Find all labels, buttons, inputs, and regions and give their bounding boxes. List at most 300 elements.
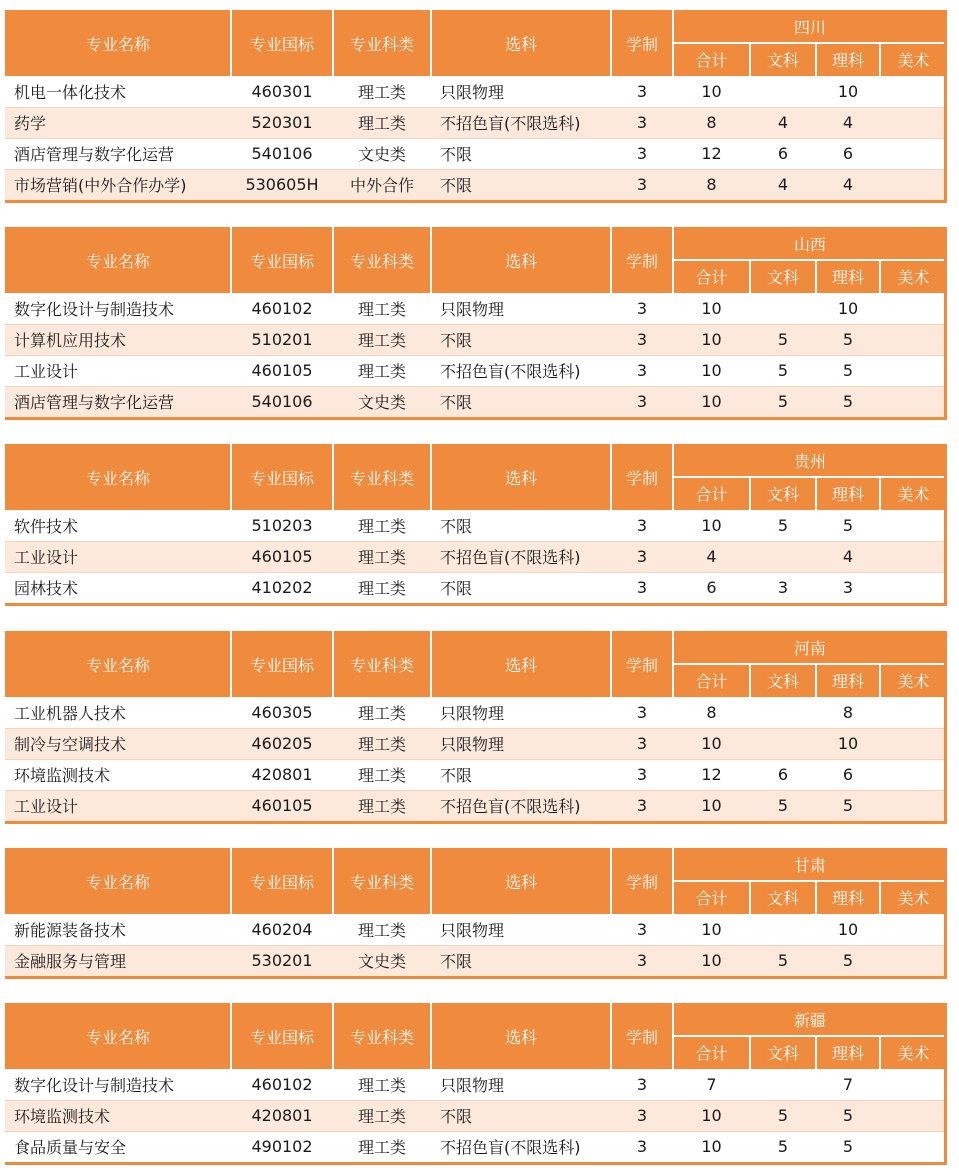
header-divider xyxy=(332,631,334,697)
table-row xyxy=(5,76,947,107)
table-right-border xyxy=(944,631,947,824)
header-total: 合计 xyxy=(695,268,728,287)
header-fine-arts: 美术 xyxy=(897,1044,930,1063)
header-years: 学制 xyxy=(625,34,658,54)
major-name-cell: 计算机应用技术 xyxy=(14,331,127,350)
row-divider xyxy=(5,790,947,791)
header-total: 合计 xyxy=(695,485,728,504)
total-cell: 10 xyxy=(701,920,722,939)
category-cell: 理工类 xyxy=(357,1107,406,1126)
header-divider xyxy=(610,848,612,914)
header-subject: 选科 xyxy=(504,1027,537,1047)
fine-arts-count-cell xyxy=(880,1100,947,1131)
total-cell: 12 xyxy=(701,144,722,163)
years-cell: 3 xyxy=(636,703,648,722)
table-row xyxy=(5,1131,947,1162)
header-divider xyxy=(430,10,432,76)
category-cell: 理工类 xyxy=(357,300,406,319)
category-cell: 理工类 xyxy=(357,83,406,102)
fine-arts-count-cell xyxy=(880,1131,947,1162)
subject-requirement-cell: 不招色盲(不限选科) xyxy=(440,797,581,816)
header-science: 理科 xyxy=(831,672,864,691)
total-cell: 8 xyxy=(706,113,717,132)
category-cell: 理工类 xyxy=(357,114,406,133)
science-count-cell: 10 xyxy=(837,299,859,318)
header-arts: 文科 xyxy=(766,889,799,908)
science-count-cell: 5 xyxy=(842,796,854,815)
arts-count-cell xyxy=(750,914,816,945)
total-cell: 10 xyxy=(701,516,722,535)
category-cell: 理工类 xyxy=(357,766,406,785)
arts-count-cell xyxy=(750,76,816,107)
header-fine-arts: 美术 xyxy=(897,485,930,504)
header-major-name: 专业名称 xyxy=(85,655,150,675)
years-cell: 3 xyxy=(636,734,648,753)
header-divider xyxy=(673,476,947,478)
science-count-cell: 5 xyxy=(842,330,854,349)
science-count-cell: 5 xyxy=(842,516,854,535)
major-code-cell: 460301 xyxy=(251,82,313,101)
arts-count-cell xyxy=(750,541,816,572)
header-divider xyxy=(610,227,612,293)
major-name-cell: 酒店管理与数字化运营 xyxy=(14,393,175,412)
category-cell: 文史类 xyxy=(357,393,406,412)
major-name-cell: 新能源装备技术 xyxy=(14,921,127,940)
total-cell: 6 xyxy=(706,578,717,597)
header-subject: 选科 xyxy=(504,872,537,892)
province-table xyxy=(5,10,947,203)
arts-count-cell: 5 xyxy=(777,1137,789,1156)
subject-requirement-cell: 不限 xyxy=(440,517,473,536)
row-divider xyxy=(5,541,947,542)
header-divider xyxy=(332,1003,334,1069)
category-cell: 理工类 xyxy=(357,1076,406,1095)
category-cell: 中外合作 xyxy=(349,176,414,195)
table-bottom-border xyxy=(5,1162,947,1165)
table-row xyxy=(5,138,947,169)
province-table xyxy=(5,444,947,606)
total-cell: 10 xyxy=(701,951,722,970)
header-arts: 文科 xyxy=(766,1044,799,1063)
header-arts: 文科 xyxy=(766,51,799,70)
header-years: 学制 xyxy=(625,872,658,892)
years-cell: 3 xyxy=(636,1106,648,1125)
header-category: 专业科类 xyxy=(349,655,414,675)
fine-arts-count-cell xyxy=(880,1069,947,1100)
table-header xyxy=(5,227,947,293)
header-category: 专业科类 xyxy=(349,34,414,54)
subject-requirement-cell: 只限物理 xyxy=(440,300,505,319)
header-years: 学制 xyxy=(625,655,658,675)
header-divider xyxy=(430,227,432,293)
major-code-cell: 510201 xyxy=(251,330,313,349)
subject-requirement-cell: 不限 xyxy=(440,952,473,971)
category-cell: 理工类 xyxy=(357,548,406,567)
header-divider xyxy=(430,444,432,510)
science-count-cell: 7 xyxy=(842,1075,854,1094)
header-divider xyxy=(749,43,751,76)
science-count-cell: 6 xyxy=(842,765,854,784)
subject-requirement-cell: 只限物理 xyxy=(440,735,505,754)
years-cell: 3 xyxy=(636,796,648,815)
science-count-cell: 5 xyxy=(842,361,854,380)
row-divider xyxy=(5,572,947,573)
header-subject: 选科 xyxy=(504,468,537,488)
table-right-border xyxy=(944,848,947,979)
table-row xyxy=(5,355,947,386)
science-count-cell: 5 xyxy=(842,951,854,970)
header-divider xyxy=(749,1036,751,1069)
science-count-cell: 10 xyxy=(837,920,859,939)
science-count-cell: 4 xyxy=(842,113,854,132)
years-cell: 3 xyxy=(636,175,648,194)
major-name-cell: 金融服务与管理 xyxy=(14,952,127,971)
header-subject: 选科 xyxy=(504,251,537,271)
total-cell: 10 xyxy=(701,361,722,380)
total-cell: 10 xyxy=(701,392,722,411)
header-major-code: 专业国标 xyxy=(249,655,314,675)
table-bottom-border xyxy=(5,200,947,203)
header-divider xyxy=(749,881,751,914)
major-code-cell: 540106 xyxy=(251,144,313,163)
major-code-cell: 460205 xyxy=(251,734,313,753)
province-table xyxy=(5,1003,947,1165)
province-table xyxy=(5,631,947,824)
total-cell: 10 xyxy=(701,1106,722,1125)
major-name-cell: 机电一体化技术 xyxy=(14,83,127,102)
arts-count-cell: 5 xyxy=(777,330,789,349)
total-cell: 10 xyxy=(701,299,722,318)
header-science: 理科 xyxy=(831,1044,864,1063)
science-count-cell: 3 xyxy=(842,578,854,597)
arts-count-cell: 5 xyxy=(777,1106,789,1125)
header-arts: 文科 xyxy=(766,268,799,287)
arts-count-cell xyxy=(750,293,816,324)
header-divider xyxy=(815,260,817,293)
subject-requirement-cell: 不限 xyxy=(440,331,473,350)
subject-requirement-cell: 不招色盲(不限选科) xyxy=(440,114,581,133)
row-divider xyxy=(5,728,947,729)
header-divider xyxy=(815,881,817,914)
table-row xyxy=(5,324,947,355)
header-fine-arts: 美术 xyxy=(897,672,930,691)
major-code-cell: 490102 xyxy=(251,1137,313,1156)
header-divider xyxy=(430,631,432,697)
row-divider xyxy=(5,1131,947,1132)
province-name: 河南 xyxy=(793,638,826,658)
fine-arts-count-cell xyxy=(880,324,947,355)
years-cell: 3 xyxy=(636,299,648,318)
province-name: 山西 xyxy=(793,234,826,254)
category-cell: 文史类 xyxy=(357,952,406,971)
table-bottom-border xyxy=(5,821,947,824)
major-name-cell: 园林技术 xyxy=(14,579,79,598)
header-years: 学制 xyxy=(625,468,658,488)
arts-count-cell: 5 xyxy=(777,392,789,411)
header-divider xyxy=(673,259,947,261)
major-name-cell: 数字化设计与制造技术 xyxy=(14,1076,175,1095)
header-major-name: 专业名称 xyxy=(85,251,150,271)
category-cell: 理工类 xyxy=(357,517,406,536)
fine-arts-count-cell xyxy=(880,107,947,138)
major-name-cell: 药学 xyxy=(14,114,47,133)
major-code-cell: 530605H xyxy=(245,175,319,194)
table-row xyxy=(5,107,947,138)
table-row xyxy=(5,1100,947,1131)
years-cell: 3 xyxy=(636,330,648,349)
province-table xyxy=(5,227,947,420)
arts-count-cell: 5 xyxy=(777,361,789,380)
major-code-cell: 460305 xyxy=(251,703,313,722)
major-code-cell: 460204 xyxy=(251,920,313,939)
header-arts: 文科 xyxy=(766,485,799,504)
header-major-name: 专业名称 xyxy=(85,468,150,488)
header-science: 理科 xyxy=(831,51,864,70)
total-cell: 7 xyxy=(706,1075,717,1094)
years-cell: 3 xyxy=(636,516,648,535)
subject-requirement-cell: 不限 xyxy=(440,176,473,195)
subject-requirement-cell: 只限物理 xyxy=(440,704,505,723)
table-row xyxy=(5,572,947,603)
total-cell: 10 xyxy=(701,82,722,101)
fine-arts-count-cell xyxy=(880,572,947,603)
fine-arts-count-cell xyxy=(880,728,947,759)
science-count-cell: 4 xyxy=(842,175,854,194)
major-code-cell: 520301 xyxy=(251,113,313,132)
table-right-border xyxy=(944,10,947,203)
province-name: 甘肃 xyxy=(793,855,826,875)
arts-count-cell: 6 xyxy=(777,765,789,784)
major-code-cell: 460105 xyxy=(251,796,313,815)
header-divider xyxy=(673,1035,947,1037)
table-row xyxy=(5,790,947,821)
major-code-cell: 540106 xyxy=(251,392,313,411)
arts-count-cell xyxy=(750,1069,816,1100)
subject-requirement-cell: 不限 xyxy=(440,766,473,785)
science-count-cell: 10 xyxy=(837,734,859,753)
arts-count-cell: 3 xyxy=(777,578,789,597)
header-divider xyxy=(230,631,232,697)
header-divider xyxy=(749,477,751,510)
header-divider xyxy=(879,43,881,76)
subject-requirement-cell: 不招色盲(不限选科) xyxy=(440,362,581,381)
subject-requirement-cell: 不招色盲(不限选科) xyxy=(440,1138,581,1157)
fine-arts-count-cell xyxy=(880,386,947,417)
subject-requirement-cell: 不限 xyxy=(440,145,473,164)
major-name-cell: 酒店管理与数字化运营 xyxy=(14,145,175,164)
category-cell: 理工类 xyxy=(357,704,406,723)
header-divider xyxy=(610,444,612,510)
major-name-cell: 数字化设计与制造技术 xyxy=(14,300,175,319)
header-divider xyxy=(332,848,334,914)
fine-arts-count-cell xyxy=(880,293,947,324)
header-divider xyxy=(879,1036,881,1069)
table-row xyxy=(5,510,947,541)
header-divider xyxy=(230,1003,232,1069)
major-name-cell: 工业设计 xyxy=(14,362,79,381)
header-total: 合计 xyxy=(695,1044,728,1063)
table-row xyxy=(5,169,947,200)
major-name-cell: 软件技术 xyxy=(14,517,79,536)
header-divider xyxy=(749,260,751,293)
row-divider xyxy=(5,1100,947,1101)
major-name-cell: 工业设计 xyxy=(14,548,79,567)
years-cell: 3 xyxy=(636,1075,648,1094)
header-subject: 选科 xyxy=(504,655,537,675)
fine-arts-count-cell xyxy=(880,697,947,728)
table-row xyxy=(5,914,947,945)
header-divider xyxy=(879,664,881,697)
header-category: 专业科类 xyxy=(349,1027,414,1047)
header-divider xyxy=(673,663,947,665)
table-row xyxy=(5,759,947,790)
years-cell: 3 xyxy=(636,1137,648,1156)
arts-count-cell: 5 xyxy=(777,796,789,815)
header-divider xyxy=(430,1003,432,1069)
major-name-cell: 制冷与空调技术 xyxy=(14,735,127,754)
table-bottom-border xyxy=(5,417,947,420)
major-code-cell: 410202 xyxy=(251,578,313,597)
category-cell: 理工类 xyxy=(357,579,406,598)
years-cell: 3 xyxy=(636,765,648,784)
total-cell: 10 xyxy=(701,330,722,349)
header-science: 理科 xyxy=(831,485,864,504)
major-name-cell: 环境监测技术 xyxy=(14,1107,111,1126)
category-cell: 理工类 xyxy=(357,797,406,816)
major-name-cell: 工业机器人技术 xyxy=(14,704,127,723)
table-header xyxy=(5,444,947,510)
category-cell: 理工类 xyxy=(357,735,406,754)
table-row xyxy=(5,945,947,976)
arts-count-cell: 4 xyxy=(777,113,789,132)
header-divider xyxy=(430,848,432,914)
science-count-cell: 5 xyxy=(842,1106,854,1125)
science-count-cell: 4 xyxy=(842,547,854,566)
header-total: 合计 xyxy=(695,51,728,70)
science-count-cell: 8 xyxy=(842,703,854,722)
table-row xyxy=(5,697,947,728)
province-name: 贵州 xyxy=(793,451,826,471)
header-divider xyxy=(610,10,612,76)
years-cell: 3 xyxy=(636,113,648,132)
major-code-cell: 460102 xyxy=(251,1075,313,1094)
major-code-cell: 420801 xyxy=(251,765,313,784)
subject-requirement-cell: 不限 xyxy=(440,579,473,598)
header-category: 专业科类 xyxy=(349,251,414,271)
major-code-cell: 460105 xyxy=(251,547,313,566)
category-cell: 理工类 xyxy=(357,331,406,350)
table-row xyxy=(5,386,947,417)
category-cell: 理工类 xyxy=(357,1138,406,1157)
header-divider xyxy=(879,881,881,914)
header-divider xyxy=(230,444,232,510)
category-cell: 理工类 xyxy=(357,921,406,940)
years-cell: 3 xyxy=(636,578,648,597)
science-count-cell: 10 xyxy=(837,82,859,101)
header-divider xyxy=(230,10,232,76)
subject-requirement-cell: 不招色盲(不限选科) xyxy=(440,548,581,567)
header-divider xyxy=(673,880,947,882)
fine-arts-count-cell xyxy=(880,355,947,386)
arts-count-cell: 5 xyxy=(777,951,789,970)
header-arts: 文科 xyxy=(766,672,799,691)
total-cell: 8 xyxy=(706,703,717,722)
province-name: 新疆 xyxy=(793,1010,826,1030)
total-cell: 4 xyxy=(706,547,717,566)
row-divider xyxy=(5,324,947,325)
row-divider xyxy=(5,138,947,139)
fine-arts-count-cell xyxy=(880,76,947,107)
total-cell: 8 xyxy=(706,175,717,194)
header-science: 理科 xyxy=(831,889,864,908)
table-bottom-border xyxy=(5,976,947,979)
arts-count-cell xyxy=(750,728,816,759)
years-cell: 3 xyxy=(636,920,648,939)
row-divider xyxy=(5,107,947,108)
major-name-cell: 环境监测技术 xyxy=(14,766,111,785)
header-subject: 选科 xyxy=(504,34,537,54)
science-count-cell: 5 xyxy=(842,1137,854,1156)
total-cell: 12 xyxy=(701,765,722,784)
table-header xyxy=(5,631,947,697)
subject-requirement-cell: 不限 xyxy=(440,1107,473,1126)
table-right-border xyxy=(944,444,947,606)
fine-arts-count-cell xyxy=(880,790,947,821)
subject-requirement-cell: 不限 xyxy=(440,393,473,412)
header-divider xyxy=(749,664,751,697)
total-cell: 10 xyxy=(701,734,722,753)
header-science: 理科 xyxy=(831,268,864,287)
header-category: 专业科类 xyxy=(349,872,414,892)
header-major-code: 专业国标 xyxy=(249,34,314,54)
header-major-code: 专业国标 xyxy=(249,468,314,488)
table-header xyxy=(5,1003,947,1069)
total-cell: 10 xyxy=(701,796,722,815)
header-divider xyxy=(230,848,232,914)
category-cell: 理工类 xyxy=(357,362,406,381)
header-fine-arts: 美术 xyxy=(897,889,930,908)
arts-count-cell xyxy=(750,697,816,728)
table-header xyxy=(5,10,947,76)
subject-requirement-cell: 只限物理 xyxy=(440,83,505,102)
science-count-cell: 6 xyxy=(842,144,854,163)
header-divider xyxy=(610,1003,612,1069)
header-divider xyxy=(332,444,334,510)
header-divider xyxy=(815,1036,817,1069)
header-major-code: 专业国标 xyxy=(249,872,314,892)
fine-arts-count-cell xyxy=(880,541,947,572)
years-cell: 3 xyxy=(636,144,648,163)
province-table xyxy=(5,848,947,979)
major-code-cell: 460105 xyxy=(251,361,313,380)
row-divider xyxy=(5,945,947,946)
major-code-cell: 460102 xyxy=(251,299,313,318)
major-name-cell: 工业设计 xyxy=(14,797,79,816)
fine-arts-count-cell xyxy=(880,138,947,169)
major-name-cell: 市场营销(中外合作办学) xyxy=(14,176,187,195)
header-total: 合计 xyxy=(695,889,728,908)
major-code-cell: 530201 xyxy=(251,951,313,970)
fine-arts-count-cell xyxy=(880,759,947,790)
total-cell: 10 xyxy=(701,1137,722,1156)
years-cell: 3 xyxy=(636,361,648,380)
arts-count-cell: 4 xyxy=(777,175,789,194)
header-divider xyxy=(879,477,881,510)
table-row xyxy=(5,541,947,572)
row-divider xyxy=(5,759,947,760)
header-fine-arts: 美术 xyxy=(897,51,930,70)
table-right-border xyxy=(944,227,947,420)
